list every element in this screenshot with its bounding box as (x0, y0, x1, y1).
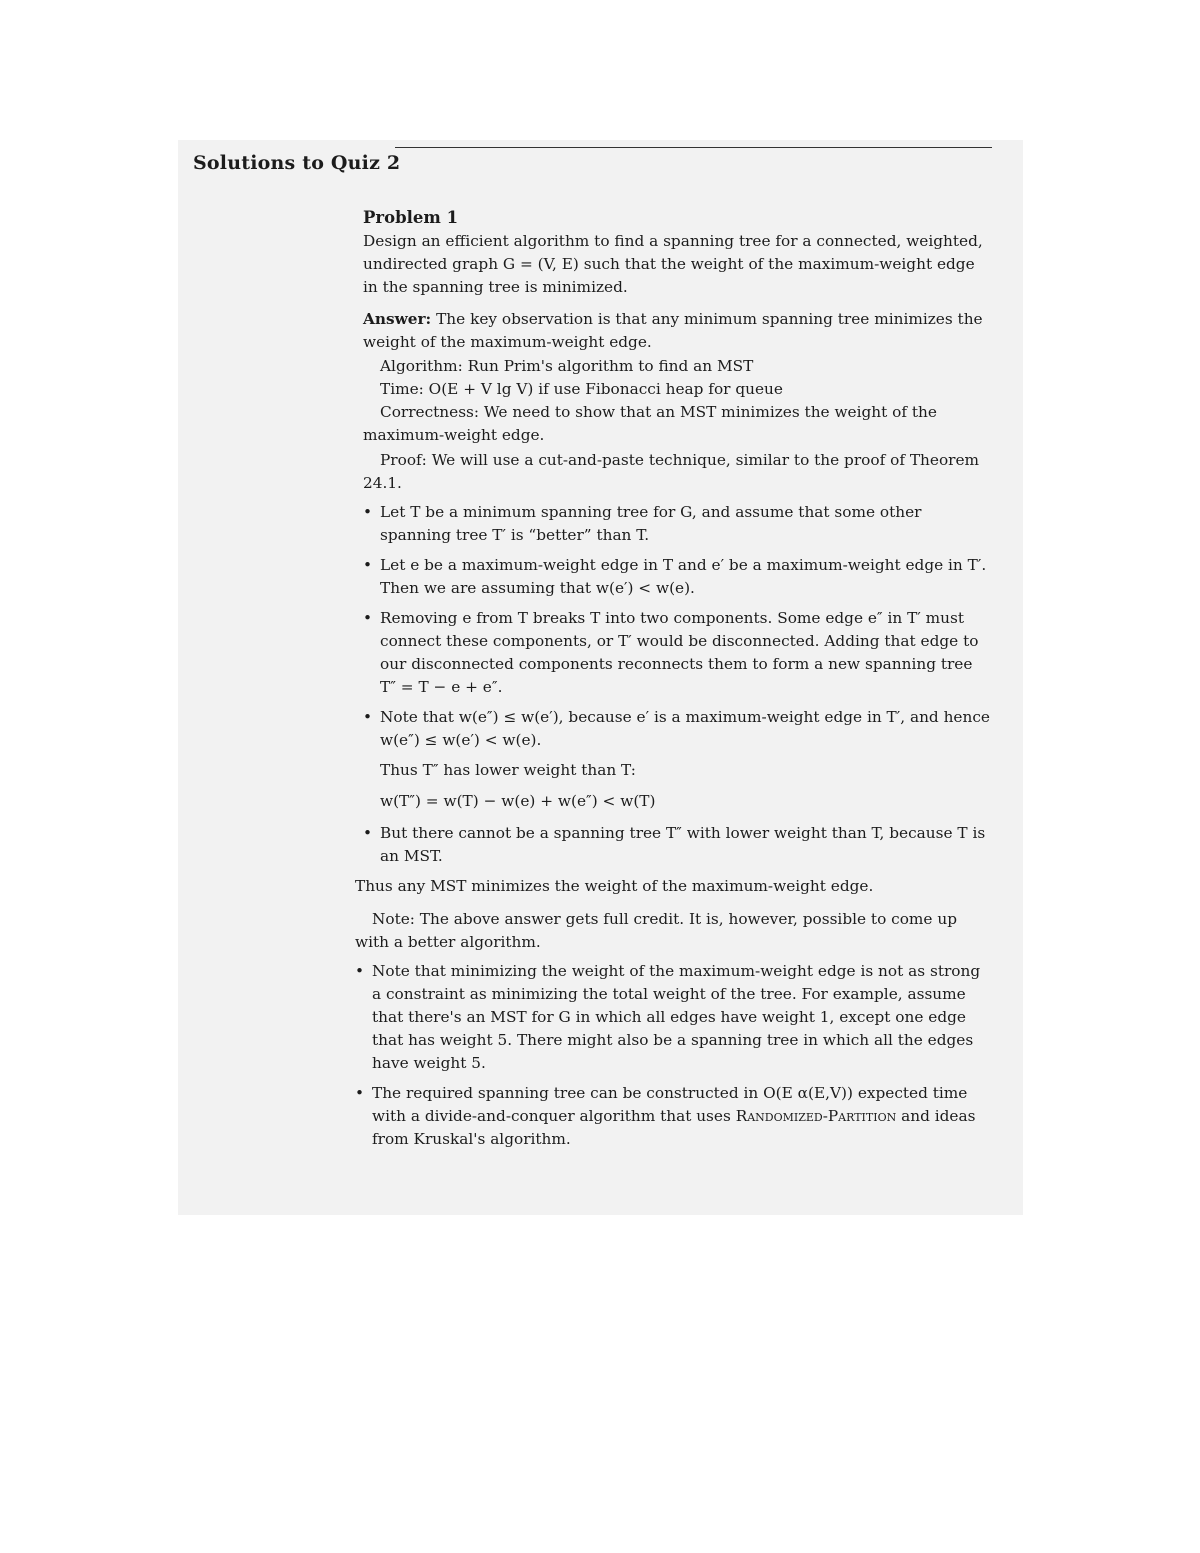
conclusion: Thus any MST minimizes the weight of the maximum-weight edge. (355, 877, 874, 895)
answer-intro-text: The key observation is that any minimum spanning tree minimizes the weight of the maximum-weight edge. (363, 310, 983, 351)
time-line: Time: O(E + V lg V) if use Fibonacci heap for queue (380, 380, 783, 398)
problem-heading: Problem 1 (363, 208, 459, 227)
algorithm-line: Algorithm: Run Prim's algorithm to find an MST (380, 357, 754, 375)
proof-intro: Proof: We will use a cut-and-paste technique, similar to the proof of Theorem 24.1. (363, 451, 980, 492)
list-item: • The required spanning tree can be constructed in O(E α(E,V)) expected time with a divide-and-conquer algorithm that uses Randomized-Partition and ideas from Kruskal's algorithm. (355, 1082, 992, 1151)
list-item: • But there cannot be a spanning tree T″ with lower weight than T, because T is an MST. (363, 822, 992, 868)
note-para: Note: The above answer gets full credit. It is, however, possible to come up with a better algorithm. (355, 910, 957, 951)
list-item: • Removing e from T breaks T into two components. Some edge e″ in T′ must connect these components, or T′ would be disconnected. Adding that edge to our disconnected components reconnects them to form a new spanning tree T″ = T − e + e″. (363, 607, 992, 699)
correctness-para: Correctness: We need to show that an MST minimizes the weight of the maximum-weight edge. (363, 403, 937, 444)
list-item: • Let T be a minimum spanning tree for G, and assume that some other spanning tree T′ is “better” than T. (363, 501, 992, 547)
answer-label: Answer: (363, 310, 432, 328)
note-points-list (355, 960, 992, 1151)
randomized-partition-name: Randomized-Partition (735, 1107, 897, 1125)
lower-weight-line: Thus T″ has lower weight than T: (380, 761, 636, 779)
list-item: • Note that w(e″) ≤ w(e′), because e′ is a maximum-weight edge in T′, and hence w(e″) ≤ w(e′) < w(e). Thus T″ has lower weight than T: w(T″) = w(T) − w(e) + w(e″) < w(T) (363, 706, 992, 813)
proof-steps-list (363, 501, 992, 868)
weight-formula: w(T″) = w(T) − w(e) + w(e″) < w(T) (380, 792, 656, 810)
solution-body (355, 206, 992, 1158)
header-rule (395, 147, 992, 148)
problem-statement: Design an efficient algorithm to find a spanning tree for a connected, weighted, undirected graph G = (V, E) such that the weight of the maximum-weight edge in the spanning tree is minimized. (363, 232, 983, 296)
answer-intro (363, 308, 992, 354)
list-item: • Let e be a maximum-weight edge in T and e′ be a maximum-weight edge in T′. Then we are assuming that w(e′) < w(e). (363, 554, 992, 600)
problem-block (363, 230, 992, 495)
page-title: Solutions to Quiz 2 (193, 152, 401, 174)
list-item: • Note that minimizing the weight of the maximum-weight edge is not as strong a constraint as minimizing the total weight of the tree. For example, assume that there's an MST for G in which all edges have weight 1, except one edge that has weight 5. There might also be a spanning tree in which all the edges have weight 5. (355, 960, 992, 1075)
